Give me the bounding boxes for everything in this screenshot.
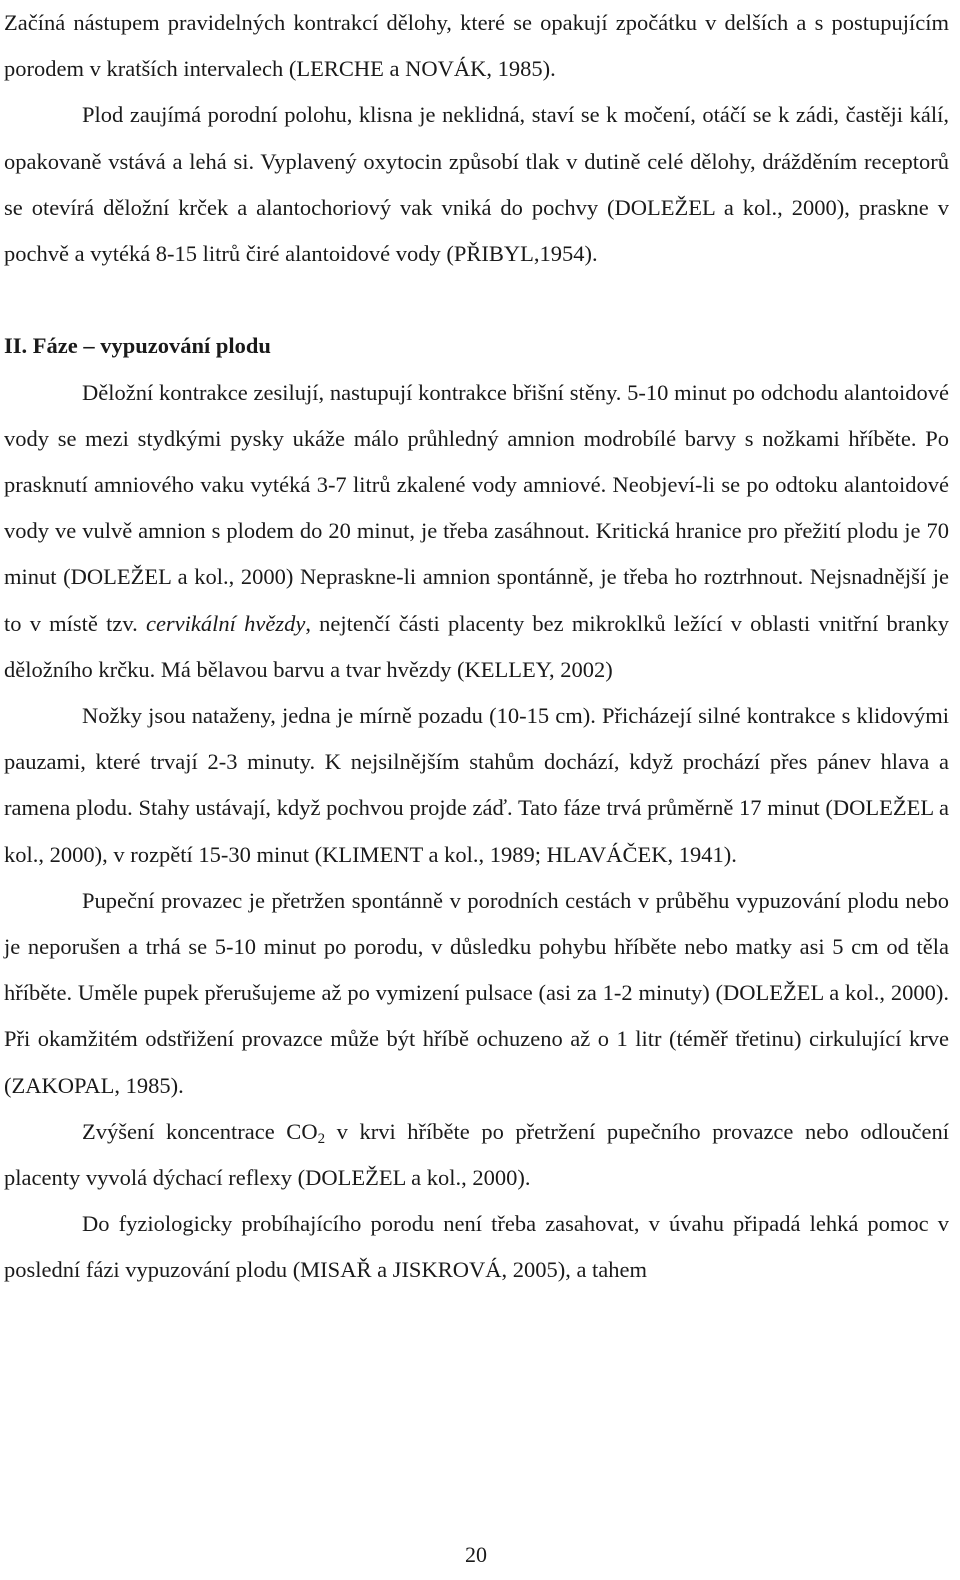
paragraph-expulsion-contractions [4,370,949,693]
paragraph-stage-one-intro: Začíná nástupem pravidelných kontrakcí dělohy, které se opakují zpočátku v delších a s postupujícím porodem v kratších intervalech (LERCHE a NOVÁK, 1985). [4,10,949,82]
paragraph-co2-reflex [4,1109,949,1201]
paragraph-text: Zvýšení koncentrace CO [82,1118,318,1144]
italic-term: cervikální hvězdy [145,610,306,636]
paragraph-physiological-birth: Do fyziologicky probíhajícího porodu není třeba zasahovat, v úvahu připadá lehká pomoc v poslední fázi vypuzování plodu (MISAŘ a JISKROVÁ, 2005), a tahem [4,1211,949,1283]
paragraph-legs-position: Nožky jsou nataženy, jedna je mírně pozadu (10-15 cm). Přicházejí silné kontrakce s klidovými pauzami, které trvají 2-3 minuty. K nejsilnějším stahům dochází, když prochází přes pánev hlava a ramena plodu. Stahy ustávají, když pochvou projde záď. Tato fáze trvá průměrně 17 minut (DOLEŽEL a kol., 2000), v rozpětí 15-30 minut (KLIMENT a kol., 1989; HLAVÁČEK, 1941). [4,703,949,867]
paragraph-text: v krvi hříběte po přetržení pupečního provazce nebo odloučení placenty vyvolá dýchací reflexy (DOLEŽEL a kol., 2000). [4,1118,950,1191]
paragraph-stage-one-details: Plod zaujímá porodní polohu, klisna je neklidná, staví se k močení, otáčí se k zádi, častěji kálí, opakovaně vstává a lehá si. Vyplavený oxytocin způsobí tlak v dutině celé dělohy, drážděním receptorů se otevírá děložní krček a alantochoriový vak vniká do pochvy (DOLEŽEL a kol., 2000), praskne v pochvě a vytéká 8-15 litrů čiré alantoidové vody (PŘIBYL,1954). [4,102,949,267]
subscript: 2 [317,1130,326,1147]
document-page [4,0,949,1294]
paragraph-umbilical-cord: Pupeční provazec je přetržen spontánně v porodních cestách v průběhu vypuzování plodu nebo je neporušen a trhá se 5-10 minut po porodu, v důsledku pohybu hříběte nebo matky asi 5 cm od těla hříběte. Uměle pupek přerušujeme až po vymizení pulsace (asi za 1-2 minuty) (DOLEŽEL a kol., 2000). Při okamžitém odstřižení provazce může být hříbě ochuzeno až o 1 litr (téměř třetinu) cirkulující krve (ZAKOPAL, 1985). [4,887,949,1098]
paragraph-text: , nejtenčí části placenty bez mikroklků ležící v oblasti vnitřní branky děložního krčku. Má bělavou barvu a tvar hvězdy (KELLEY, 2002) [4,610,950,682]
paragraph-text: Děložní kontrakce zesilují, nastupují kontrakce břišní stěny. 5-10 minut po odchodu alantoidové vody se mezi stydkými pysky ukáže málo průhledný amnion modrobílé barvy s nožkami hříběte. Po prasknutí amniového vaku vytéká 3-7 litrů zkalené vody amniové. Neobjeví-li se po odtoku alantoidové vody ve vulvě amnion s plodem do 20 minut, je třeba zasáhnout. Kritická hranice pro přežití plodu je 70 minut (DOLEŽEL a kol., 2000) Nepraskne-li amnion spontánně, je třeba ho roztrhnout. Nejsnadnější je to v místě tzv. [4,379,949,636]
section-heading: II. Fáze – vypuzování plodu [4,333,271,359]
page-number: 20 [465,1542,487,1567]
paragraph-gap [4,277,949,323]
